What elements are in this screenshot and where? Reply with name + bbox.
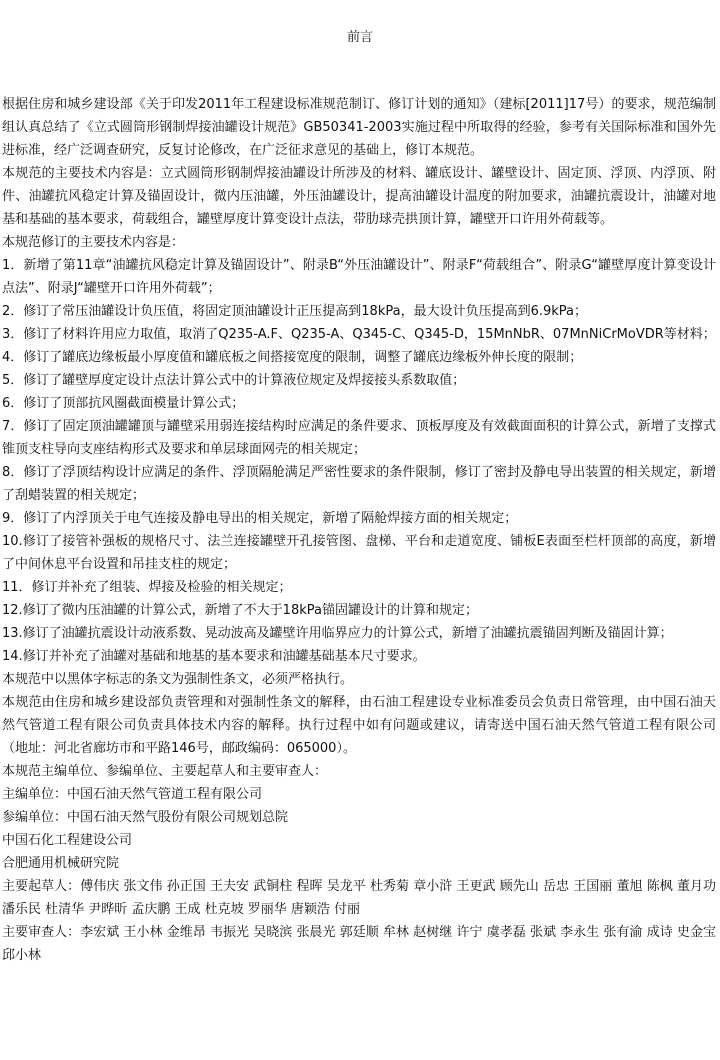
revision-item-7: 7．修订了固定顶油罐罐顶与罐壁采用弱连接结构时应满足的条件要求、顶板厚度及有效截面面积的计算公式，新增了支撑式锥顶支柱导向支座结构形式及要求和单层球面网壳的相关规定；	[2, 419, 716, 457]
mandatory-clause-note: 本规范中以黑体字标志的条文为强制性条文，必须严格执行。	[2, 672, 354, 687]
participating-unit-1: 参编单位：中国石油天然气股份有限公司规划总院	[2, 810, 289, 825]
revision-item-1: 1．新增了第11章“油罐抗风稳定计算及锚固设计”、附录B“外压油罐设计”、附录F“荷载组合”、附录G“罐壁厚度计算变设计点法”、附录J“罐壁开口许用外荷载”；	[2, 258, 716, 296]
main-reviewers: 主要审查人：李宏斌 王小林 金维昂 韦振光 吴晓滨 张晨光 郭廷顺 牟林 赵树继 许宁 虞孝磊 张斌 李永生 张有渝 成诗 史金宝 邱小林	[2, 925, 716, 963]
chief-editor-unit: 主编单位：中国石油天然气管道工程有限公司	[2, 787, 263, 802]
revision-item-8: 8．修订了浮顶结构设计应满足的条件、浮顶隔舱满足严密性要求的条件限制，修订了密封及静电导出装置的相关规定，新增了刮蜡装置的相关规定；	[2, 465, 716, 503]
revision-item-4: 4．修订了罐底边缘板最小厚度值和罐底板之间搭接宽度的限制，调整了罐底边缘板外伸长度的限制；	[2, 350, 583, 365]
page-title: 前言	[346, 30, 373, 45]
revision-item-10: 10.修订了接管补强板的规格尺寸、法兰连接罐壁开孔接管图、盘梯、平台和走道宽度、铺板E表面至栏杆顶部的高度，新增了中间休息平台设置和吊挂支柱的规定；	[2, 534, 716, 572]
revision-item-13: 13.修订了油罐抗震设计动液系数、晃动波高及罐壁许用临界应力的计算公式，新增了油罐抗震锚固判断及锚固计算；	[2, 626, 673, 641]
revision-item-12: 12.修订了微内压油罐的计算公式，新增了不大于18kPa锚固罐设计的计算和规定；	[2, 603, 478, 618]
revision-item-2: 2．修订了常压油罐设计负压值，将固定顶油罐设计正压提高到18kPa，最大设计负压提高到6.9kPa；	[2, 304, 587, 319]
revision-item-5: 5．修订了罐壁厚度定设计点法计算公式中的计算液位规定及焊接接头系数取值；	[2, 373, 466, 388]
revision-heading: 本规范修订的主要技术内容是：	[2, 235, 185, 250]
revision-item-6: 6．修订了顶部抗风圈截面模量计算公式；	[2, 396, 245, 411]
participating-unit-2: 中国石化工程建设公司	[2, 833, 133, 848]
revision-item-14: 14.修订并补充了油罐对基础和地基的基本要求和油罐基础基本尺寸要求。	[2, 649, 426, 664]
revision-item-3: 3．修订了材料许用应力取值，取消了Q235-A.F、Q235-A、Q345-C、Q345-D，15MnNbR、07MnNiCrMoVDR等材料；	[2, 327, 716, 342]
participating-unit-3: 合肥通用机械研究院	[2, 856, 120, 871]
main-drafters: 主要起草人：傅伟庆 张文伟 孙正国 王夫安 武铜柱 程晖 吴龙平 杜秀菊 章小浒 王更武 顾先山 岳忠 王国丽 董旭 陈枫 董月功 潘乐民 杜清华 尹晔昕 孟庆鹏 王成 杜克坡 罗丽华 唐颖浩 付丽	[2, 879, 716, 917]
revision-item-11: 11．修订并补充了组装、焊接及检验的相关规定；	[2, 580, 292, 595]
management-paragraph: 本规范由住房和城乡建设部负责管理和对强制性条文的解释，由石油工程建设专业标准委员会负责日常管理，由中国石油天然气管道工程有限公司负责具体技术内容的解释。执行过程中如有问题或建议，请寄送中国石油天然气管道工程有限公司（地址：河北省廊坊市和平路146号，邮政编码：065000）。	[2, 695, 716, 756]
contributors-heading: 本规范主编单位、参编单位、主要起草人和主要审查人：	[2, 764, 328, 779]
revision-item-9: 9．修订了内浮顶关于电气连接及静电导出的相关规定，新增了隔舱焊接方面的相关规定；	[2, 511, 518, 526]
main-content-paragraph: 本规范的主要技术内容是：立式圆筒形钢制焊接油罐设计所涉及的材料、罐底设计、罐壁设计、固定顶、浮顶、内浮顶、附件、油罐抗风稳定计算及锚固设计，微内压油罐，外压油罐设计，提高油罐设计温度的附加要求，油罐抗震设计，油罐对地基和基础的基本要求，荷载组合，罐壁厚度计算变设计点法，带肋球壳拱顶计算，罐壁开口许用外荷载等。	[2, 166, 716, 227]
intro-paragraph: 根据住房和城乡建设部《关于印发2011年工程建设标准规范制订、修订计划的通知》（建标[2011]17号）的要求，规范编制组认真总结了《立式圆筒形钢制焊接油罐设计规范》GB50341-2003实施过程中所取得的经验，参考有关国际标准和国外先进标准，经广泛调查研究，反复讨论修改，在广泛征求意见的基础上，修订本规范。	[2, 97, 716, 158]
document-body	[2, 93, 716, 967]
